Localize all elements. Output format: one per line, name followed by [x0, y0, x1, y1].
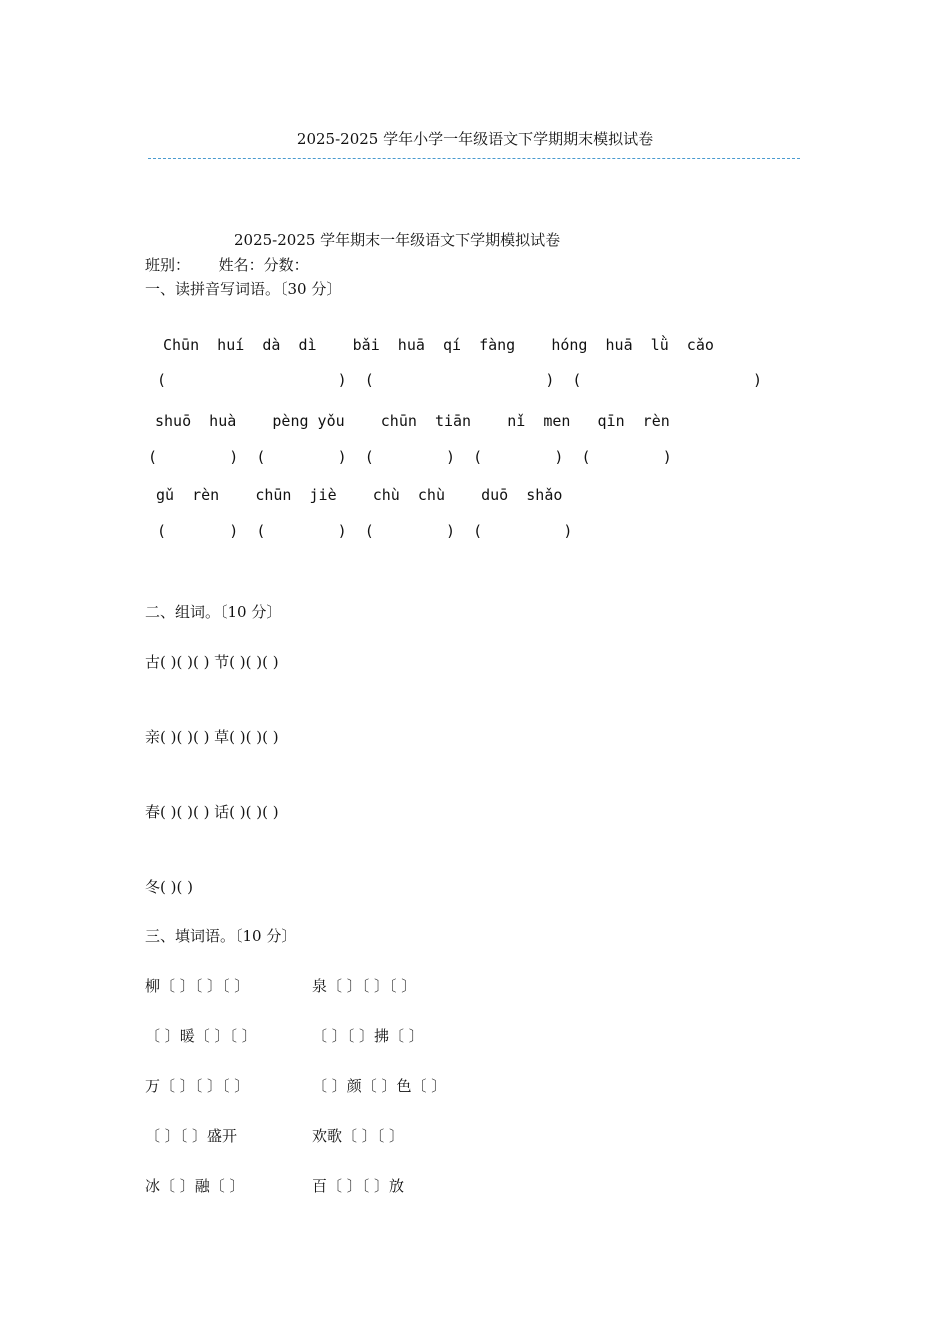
header-title: 2025-2025 学年小学一年级语文下学期期末模拟试卷: [296, 130, 654, 148]
pinyin-row-1: Chūn huí dà dì bǎi huā qí fàng hóng huā lǜ cǎo: [163, 336, 714, 354]
section1-heading: 一、读拼音写词语。〔30 分〕: [145, 280, 342, 298]
fill-word-right: 〔 〕〔 〕拂〔 〕: [312, 1027, 424, 1045]
answer-blanks-row-2: ( ) ( ) ( ) ( ) ( ): [148, 448, 672, 466]
fill-word-right: 欢歌〔 〕〔 〕: [312, 1127, 405, 1145]
section3-heading: 三、填词语。〔10 分〕: [145, 927, 297, 945]
answer-blanks-row-3: ( ) ( ) ( ) ( ): [148, 522, 573, 540]
word-group-line: 古( )( )( ) 节( )( )( ): [145, 653, 279, 671]
answer-blanks-row-1: ( ) ( ) ( ): [157, 371, 763, 389]
pinyin-row-2: shuō huà pèng yǒu chūn tiān nǐ men qīn rèn: [155, 412, 670, 430]
section2-heading: 二、组词。〔10 分〕: [145, 603, 282, 621]
word-group-line: 冬( )( ): [145, 878, 193, 896]
fill-word-left: 万〔 〕〔 〕〔 〕: [145, 1077, 250, 1095]
fill-word-right: 〔 〕颜〔 〕色〔 〕: [312, 1077, 447, 1095]
fill-word-left: 〔 〕〔 〕盛开: [145, 1127, 238, 1145]
fill-word-right: 百〔 〕〔 〕放: [312, 1177, 405, 1195]
exam-title: 2025-2025 学年期末一年级语文下学期模拟试卷: [234, 231, 561, 249]
fill-word-left: 柳〔 〕〔 〕〔 〕: [145, 977, 250, 995]
word-group-line: 亲( )( )( ) 草( )( )( ): [145, 728, 279, 746]
pinyin-row-3: gǔ rèn chūn jiè chù chù duō shǎo: [156, 486, 563, 504]
fill-word-right: 泉〔 〕〔 〕〔 〕: [312, 977, 417, 995]
word-group-line: 春( )( )( ) 话( )( )( ): [145, 803, 279, 821]
student-info-line: 班别： 姓名：分数：: [145, 256, 309, 274]
fill-word-left: 冰〔 〕融〔 〕: [145, 1177, 245, 1195]
header-dashed-rule: [148, 158, 800, 159]
fill-word-left: 〔 〕暖〔 〕〔 〕: [145, 1027, 257, 1045]
